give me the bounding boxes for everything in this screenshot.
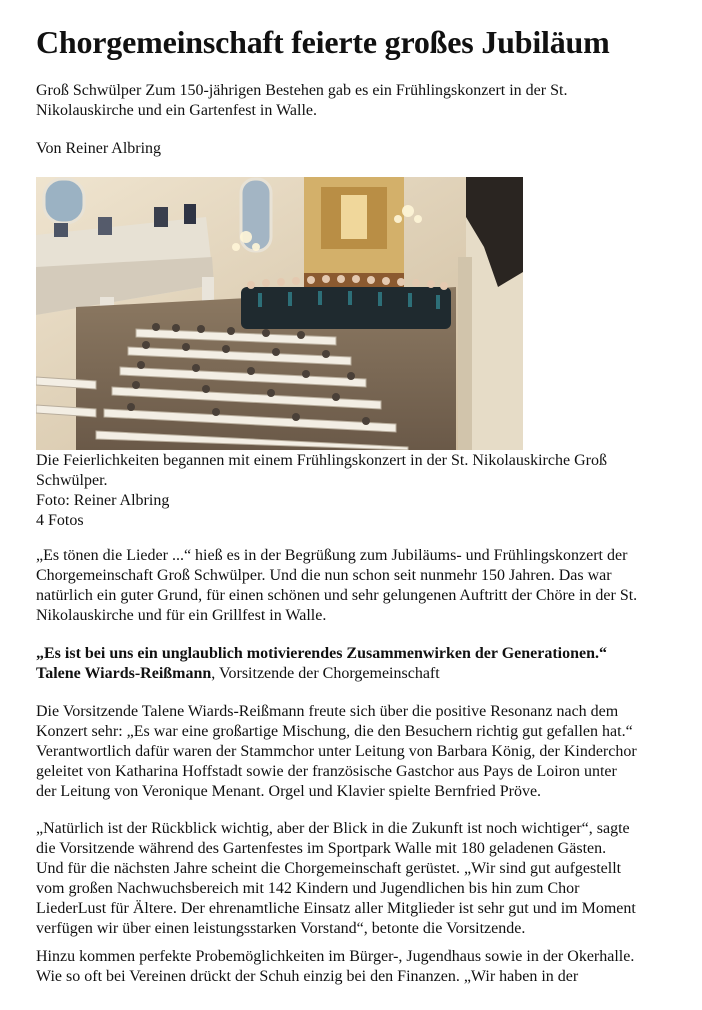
lead-paragraph (36, 81, 676, 121)
paragraph-line: Hinzu kommen perfekte Probemöglichkeiten im Bürger-, Jugendhaus sowie in der Okerhalle. (36, 948, 635, 965)
photo-caption (36, 451, 676, 531)
paragraph-line: „Es tönen die Lieder ...“ hieß es in der Begrüßung zum Jubiläums- und Frühlingskonzert der (36, 547, 628, 564)
caption-line: Die Feierlichkeiten begannen mit einem Frühlingskonzert in der St. Nikolauskirche Groß (36, 452, 607, 469)
lead-line: Nikolauskirche und ein Gartenfest in Walle. (36, 102, 317, 119)
quote-speaker: Talene Wiards-Reißmann (36, 665, 212, 682)
paragraph-line: LiederLust für Ältere. Der ehrenamtliche Einsatz aller Mitglieder ist sehr gut und im Moment (36, 900, 636, 917)
pull-quote (36, 644, 676, 684)
paragraph-4 (36, 947, 676, 987)
caption-line: Schwülper. (36, 472, 108, 489)
paragraph-line: der Leitung von Veronique Menant. Orgel und Klavier spielte Bernfried Pröve. (36, 783, 542, 800)
photo-count-link[interactable]: 4 Fotos (36, 512, 84, 529)
lead-line: Groß Schwülper Zum 150-jährigen Bestehen gab es ein Frühlingskonzert in der St. (36, 82, 568, 99)
paragraph-line: Wie so oft bei Vereinen drückt der Schuh einzig bei den Finanzen. „Wir haben in der (36, 968, 579, 985)
paragraph-line: Konzert sehr: „Es war eine großartige Mischung, die den Besuchern richtig gut gefallen hat.“ (36, 723, 633, 740)
photo-image (36, 177, 523, 450)
quote-text: „Es ist bei uns ein unglaublich motivierendes Zusammenwirken der Generationen.“ (36, 645, 608, 662)
paragraph-line: vom großen Nachwuchsbereich mit 142 Kindern und Jugendlichen bis hin zum Chor (36, 880, 580, 897)
paragraph-line: geleitet von Katharina Hoffstadt sowie der französische Gastchor aus Pays de Loiron unter (36, 763, 617, 780)
paragraph-line: Chorgemeinschaft Groß Schwülper. Und die nun schon seit nunmehr 150 Jahren. Das war (36, 567, 612, 584)
paragraph-line: Nikolauskirche und für ein Grillfest in Walle. (36, 607, 327, 624)
paragraph-line: Verantwortlich dafür waren der Stammchor unter Leitung von Barbara König, der Kinderchor (36, 743, 637, 760)
paragraph-2 (36, 702, 676, 802)
paragraph-line: Und für die nächsten Jahre scheint die Chorgemeinschaft gerüstet. „Wir sind gut aufgestellt (36, 860, 622, 877)
article-photo[interactable] (36, 177, 523, 450)
paragraph-line: „Natürlich ist der Rückblick wichtig, aber der Blick in die Zukunft ist noch wichtiger“, sagte (36, 820, 630, 837)
headline: Chorgemeinschaft feierte großes Jubiläum (36, 24, 610, 60)
byline: Von Reiner Albring (36, 140, 162, 157)
paragraph-line: die Vorsitzende während des Gartenfestes im Sportpark Walle mit 180 geladenen Gästen. (36, 840, 607, 857)
paragraph-line: Die Vorsitzende Talene Wiards-Reißmann freute sich über die positive Resonanz nach dem (36, 703, 619, 720)
paragraph-line: natürlich ein guter Grund, für einen schönen und sehr gelungenen Auftritt der Chöre in der St. (36, 587, 638, 604)
paragraph-line: verfügen wir über einen leistungsstarken Vorstand“, betonte die Vorsitzende. (36, 920, 526, 937)
paragraph-3 (36, 819, 676, 939)
quote-role: , Vorsitzende der Chorgemeinschaft (211, 665, 440, 682)
paragraph-1 (36, 546, 676, 626)
photo-credit: Foto: Reiner Albring (36, 492, 170, 509)
